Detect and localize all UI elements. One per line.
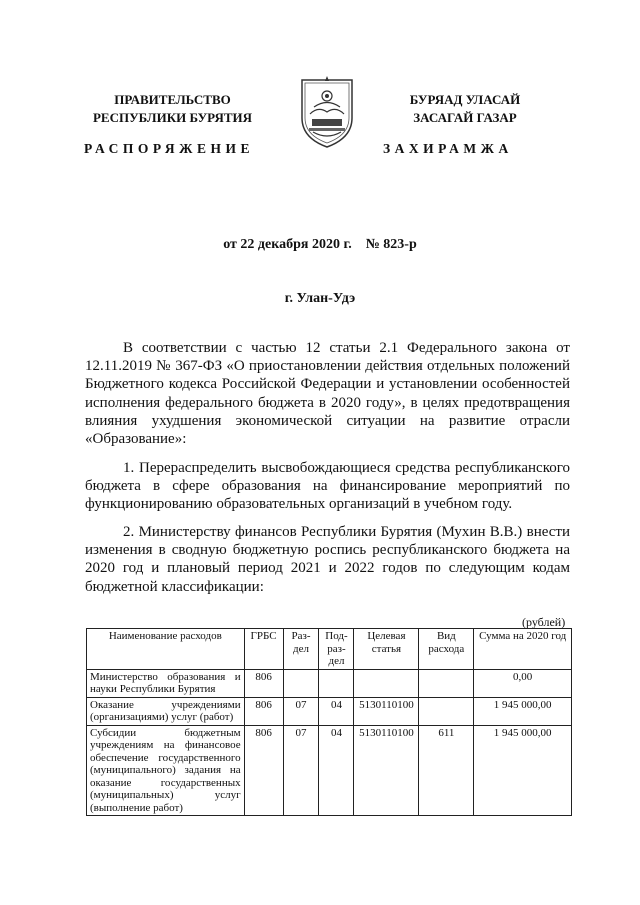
table-cell: 04 <box>319 725 354 816</box>
table-cell: 07 <box>283 725 319 816</box>
table-row <box>87 669 572 697</box>
table-cell: 0,00 <box>474 669 572 697</box>
table-cell: Субсидии бюджетным учреждениям на финансовое обеспечение государственного (муниципального) задания на оказание государственных (муниципальных) услуг (выполнение работ) <box>87 725 245 816</box>
header-cell: Наименование расходов <box>87 629 245 670</box>
table-cell: 1 945 000,00 <box>474 725 572 816</box>
table-row <box>87 725 572 816</box>
org-name-bua-line2: ЗАСАГАЙ ГАЗАР <box>413 110 517 125</box>
units-label: (рублей) <box>522 615 566 629</box>
table-cell <box>419 669 474 697</box>
table-cell: 806 <box>244 697 283 725</box>
org-name-ru-line1: ПРАВИТЕЛЬСТВО <box>114 92 231 107</box>
table-cell: 806 <box>244 725 283 816</box>
table-cell: 07 <box>283 697 319 725</box>
table-cell: 611 <box>419 725 474 816</box>
table-cell <box>319 669 354 697</box>
coat-of-arms-icon <box>296 74 358 150</box>
table-cell: 1 945 000,00 <box>474 697 572 725</box>
doc-number: № 823-р <box>365 237 417 252</box>
table-cell: 5130110100 <box>354 725 419 816</box>
org-name-ru-line2: РЕСПУБЛИКИ БУРЯТИЯ <box>92 110 253 125</box>
doc-type-bua: ЗАХИРАМЖА <box>383 141 513 156</box>
header-cell: Раз-дел <box>283 629 319 670</box>
org-name-bua <box>375 91 555 127</box>
item-2-paragraph: 2. Министерству финансов Республики Бурятия (Мухин В.В.) внести изменения в сводную бюджетную роспись республиканского бюджета на 2020 год и плановый период 2021 и 2022 годов по следующим кодам бюджетной классификации: <box>85 524 570 595</box>
date-line <box>0 237 640 253</box>
table-cell: 5130110100 <box>354 697 419 725</box>
header-cell: Вид расхода <box>419 629 474 670</box>
table-cell <box>419 697 474 725</box>
city: г. Улан-Удэ <box>284 291 356 306</box>
org-name-bua-line1: БУРЯАД УЛАСАЙ <box>409 92 521 107</box>
table-cell: Министерство образования и науки Республики Бурятия <box>87 669 245 697</box>
org-name-ru <box>80 91 265 127</box>
preamble-paragraph: В соответствии с частью 12 статьи 2.1 Федерального закона от 12.11.2019 № 367-ФЗ «О приостановлении действия отдельных положений Бюджетного кодекса Российской Федерации и установлении особенностей исполнения федерального бюджета в 2020 году», в целях предотвращения влияния ухудшения экономической ситуации на развитие отрасли «Образование»: <box>85 340 570 448</box>
table-cell: 04 <box>319 697 354 725</box>
table-cell: 806 <box>244 669 283 697</box>
doc-date: от 22 декабря 2020 г. <box>223 237 352 252</box>
budget-table <box>86 628 572 816</box>
header-cell: Целевая статья <box>354 629 419 670</box>
table-header-row <box>87 629 572 670</box>
doc-type-ru: РАСПОРЯЖЕНИЕ <box>84 141 255 156</box>
item-1-paragraph: 1. Перераспределить высвобождающиеся средства республиканского бюджета в сфере образования на финансирование мероприятий по функционированию образовательных организаций в учебном году. <box>85 460 570 513</box>
table-row <box>87 697 572 725</box>
table-cell: Оказание учреждениями (организациями) услуг (работ) <box>87 697 245 725</box>
header-cell: Под-раз-дел <box>319 629 354 670</box>
header-cell: ГРБС <box>244 629 283 670</box>
header-cell: Сумма на 2020 год <box>474 629 572 670</box>
table-cell <box>354 669 419 697</box>
table-cell <box>283 669 319 697</box>
